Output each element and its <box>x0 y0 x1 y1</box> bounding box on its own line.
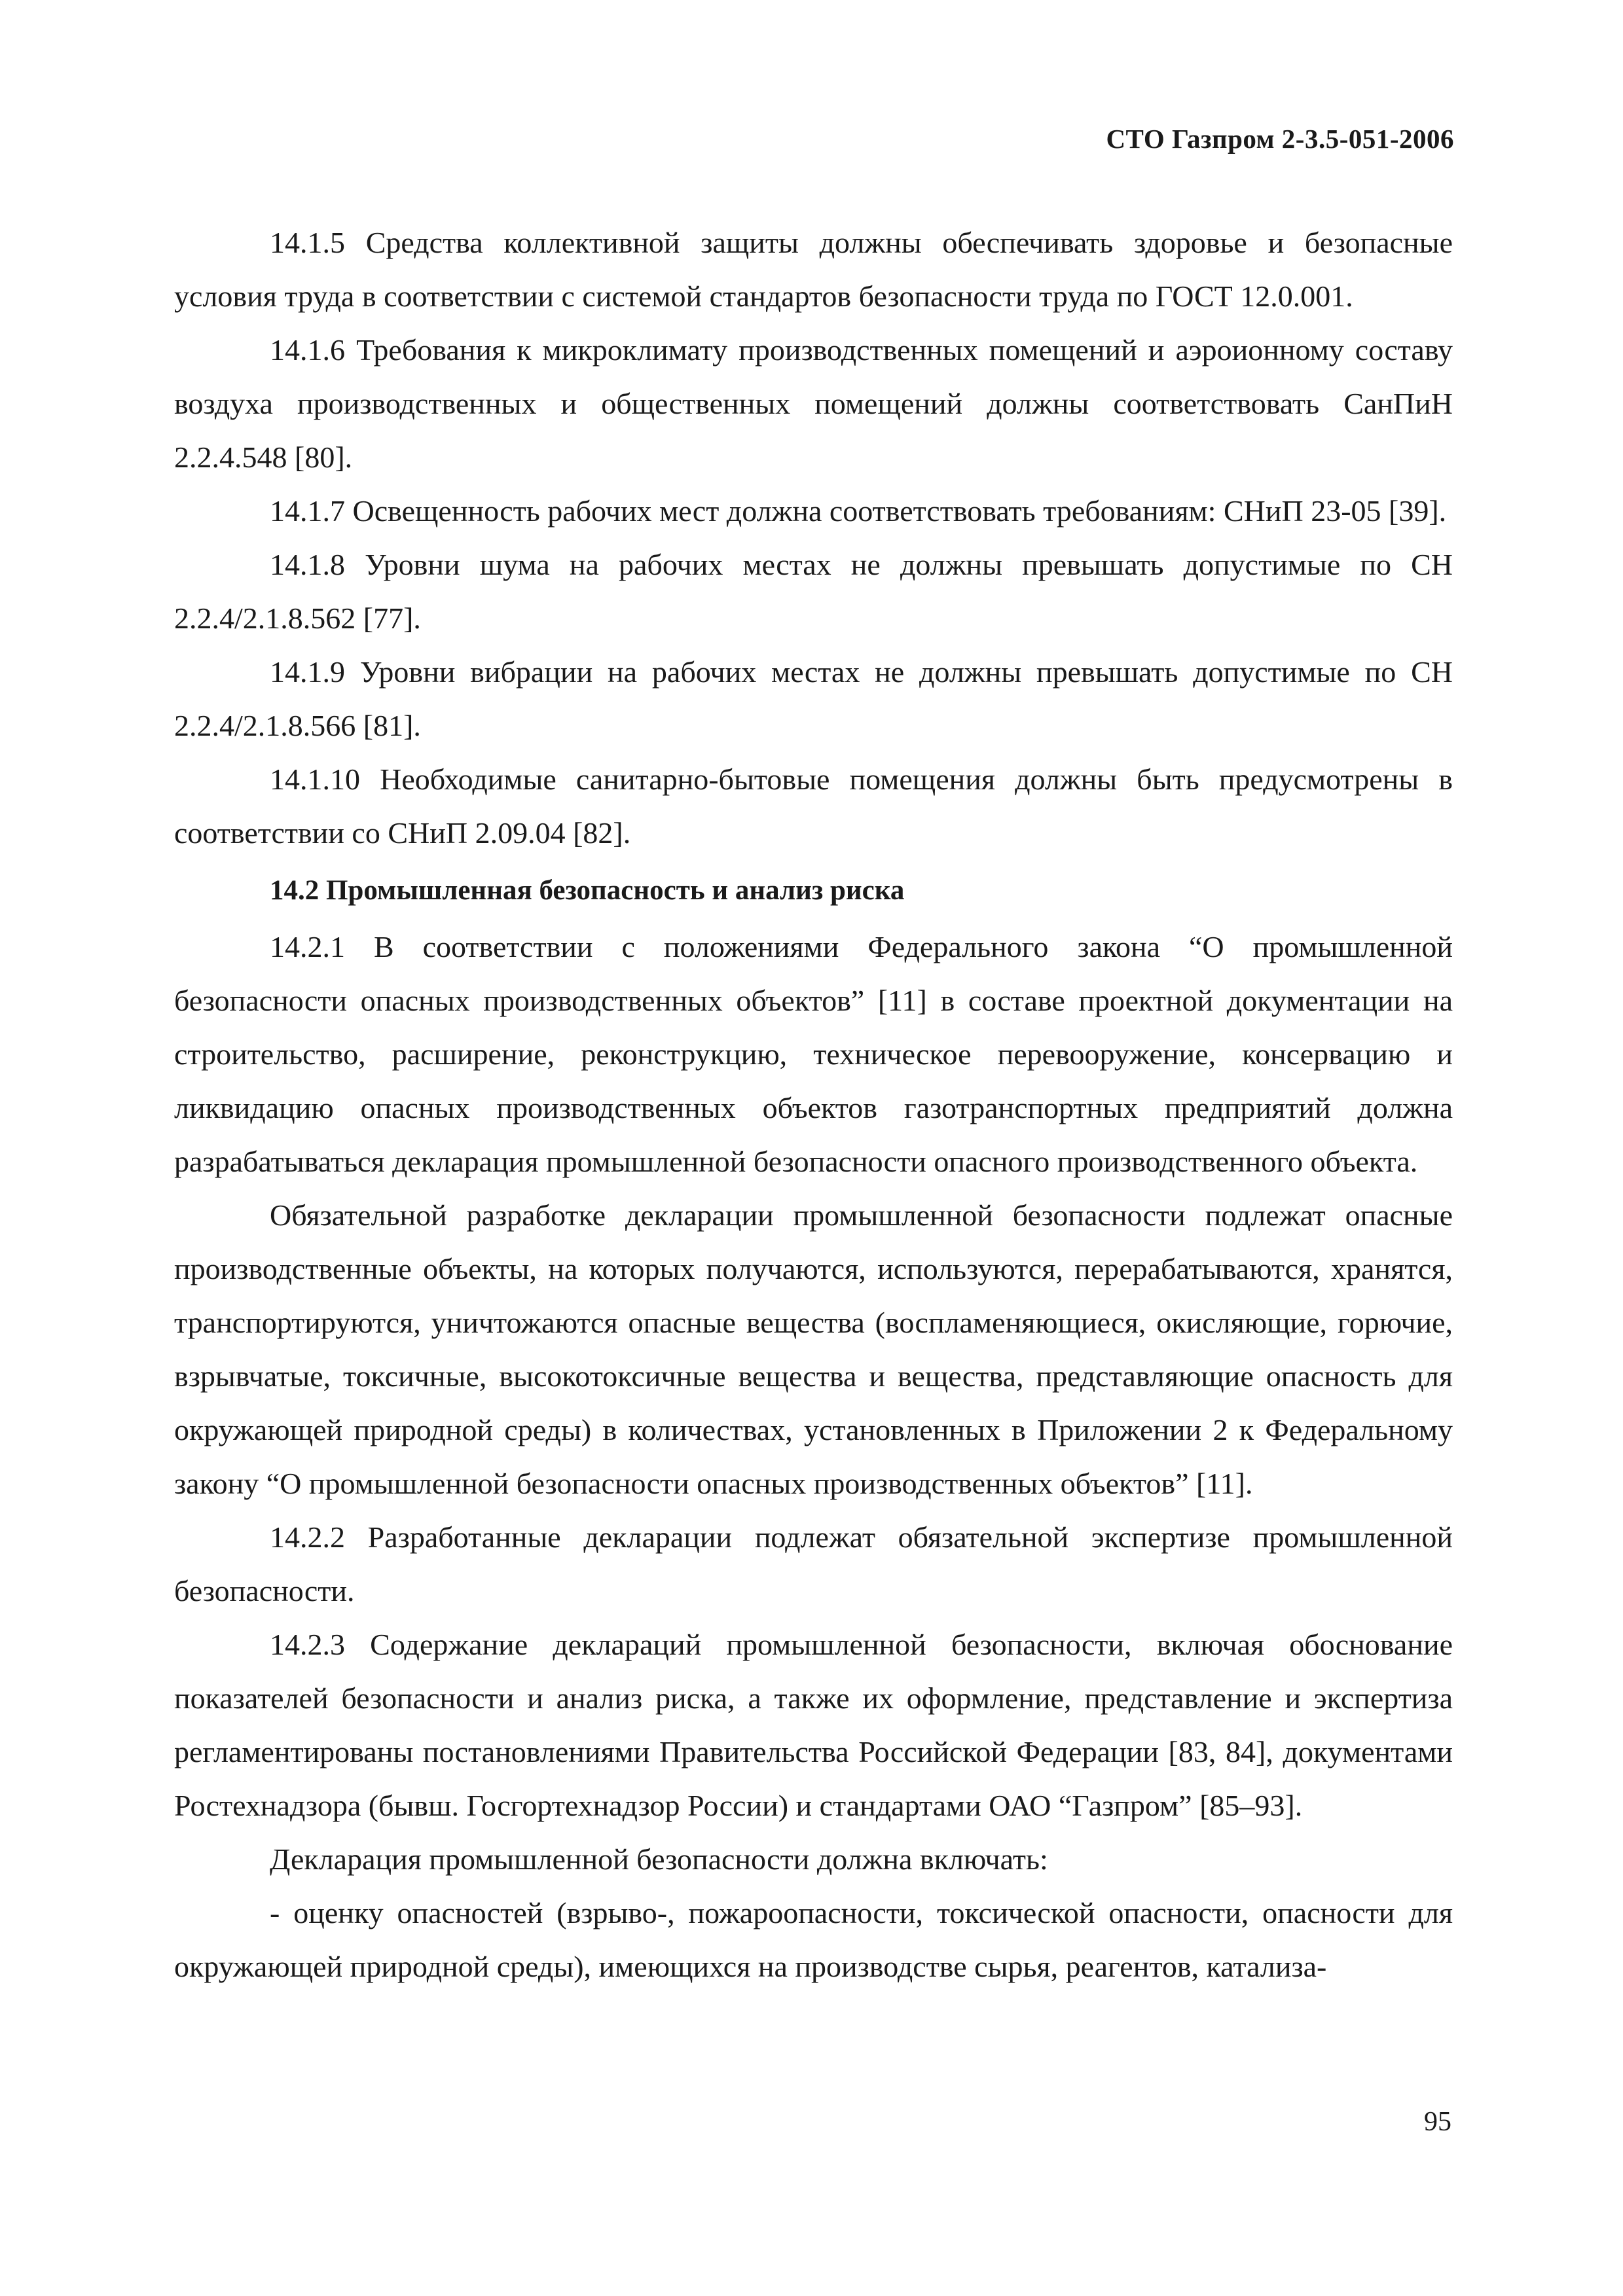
paragraph-14-1-6: 14.1.6 Требования к микроклимату производственных помещений и аэроионному составу воздуха производственных и общественных помещений должны соответствовать СанПиН 2.2.4.548 [80]. <box>174 333 1453 474</box>
document-code-header: СТО Газпром 2-3.5-051-2006 <box>1106 124 1454 154</box>
page-number: 95 <box>1424 2107 1451 2137</box>
document-body <box>174 216 1453 1994</box>
paragraph-14-1-8: 14.1.8 Уровни шума на рабочих местах не должны превышать допустимые по СН 2.2.4/2.1.8.562 [77]. <box>174 548 1453 635</box>
paragraph-14-1-9: 14.1.9 Уровни вибрации на рабочих местах не должны превышать допустимые по СН 2.2.4/2.1.8.566 [81]. <box>174 655 1453 742</box>
list-item-hazard-assessment: - оценку опасностей (взрыво-, пожароопасности, токсической опасности, опасности для окружающей природной среды), имеющихся на производстве сырья, реагентов, катализа- <box>174 1896 1453 1983</box>
paragraph-14-1-7: 14.1.7 Освещенность рабочих мест должна соответствовать требованиям: СНиП 23-05 [39]. <box>270 494 1447 528</box>
paragraph-14-2-3: 14.2.3 Содержание деклараций промышленной безопасности, включая обоснование показателей безопасности и анализ риска, а также их оформление, представление и экспертиза регламентированы постановлениями Правительства Российской Федерации [83, 84], документами Ростехнадзора (бывш. Госгортехнадзор России) и стандартами ОАО “Газпром” [85–93]. <box>174 1628 1453 1822</box>
paragraph-mandatory-declaration: Обязательной разработке декларации промышленной безопасности подлежат опасные производственные объекты, на которых получаются, используются, перерабатываются, хранятся, транспортируются, уничтожаются опасные вещества (воспламеняющиеся, окисляющие, горючие, взрывчатые, токсичные, высокотоксичные вещества и вещества, представляющие опасность для окружающей природной среды) в количествах, установленных в Приложении 2 к Федеральному закону “О промышленной безопасности опасных производственных объектов” [11]. <box>174 1198 1453 1500</box>
paragraph-14-2-1: 14.2.1 В соответствии с положениями Федерального закона “О промышленной безопасности опасных производственных объектов” [11] в составе проектной документации на строительство, расширение, реконструкцию, техническое перевооружение, консервацию и ликвидацию опасных производственных объектов газотранспортных предприятий должна разрабатываться декларация промышленной безопасности опасного производственного объекта. <box>174 930 1453 1178</box>
paragraph-14-2-2: 14.2.2 Разработанные декларации подлежат обязательной экспертизе промышленной безопасности. <box>174 1520 1453 1607</box>
paragraph-14-1-5: 14.1.5 Средства коллективной защиты должны обеспечивать здоровье и безопасные условия труда в соответствии с системой стандартов безопасности труда по ГОСТ 12.0.001. <box>174 226 1453 313</box>
paragraph-declaration-contents: Декларация промышленной безопасности должна включать: <box>270 1842 1048 1876</box>
paragraph-14-1-10: 14.1.10 Необходимые санитарно-бытовые помещения должны быть предусмотрены в соответствии со СНиП 2.09.04 [82]. <box>174 762 1453 850</box>
section-heading-14-2: 14.2 Промышленная безопасность и анализ риска <box>270 875 905 906</box>
